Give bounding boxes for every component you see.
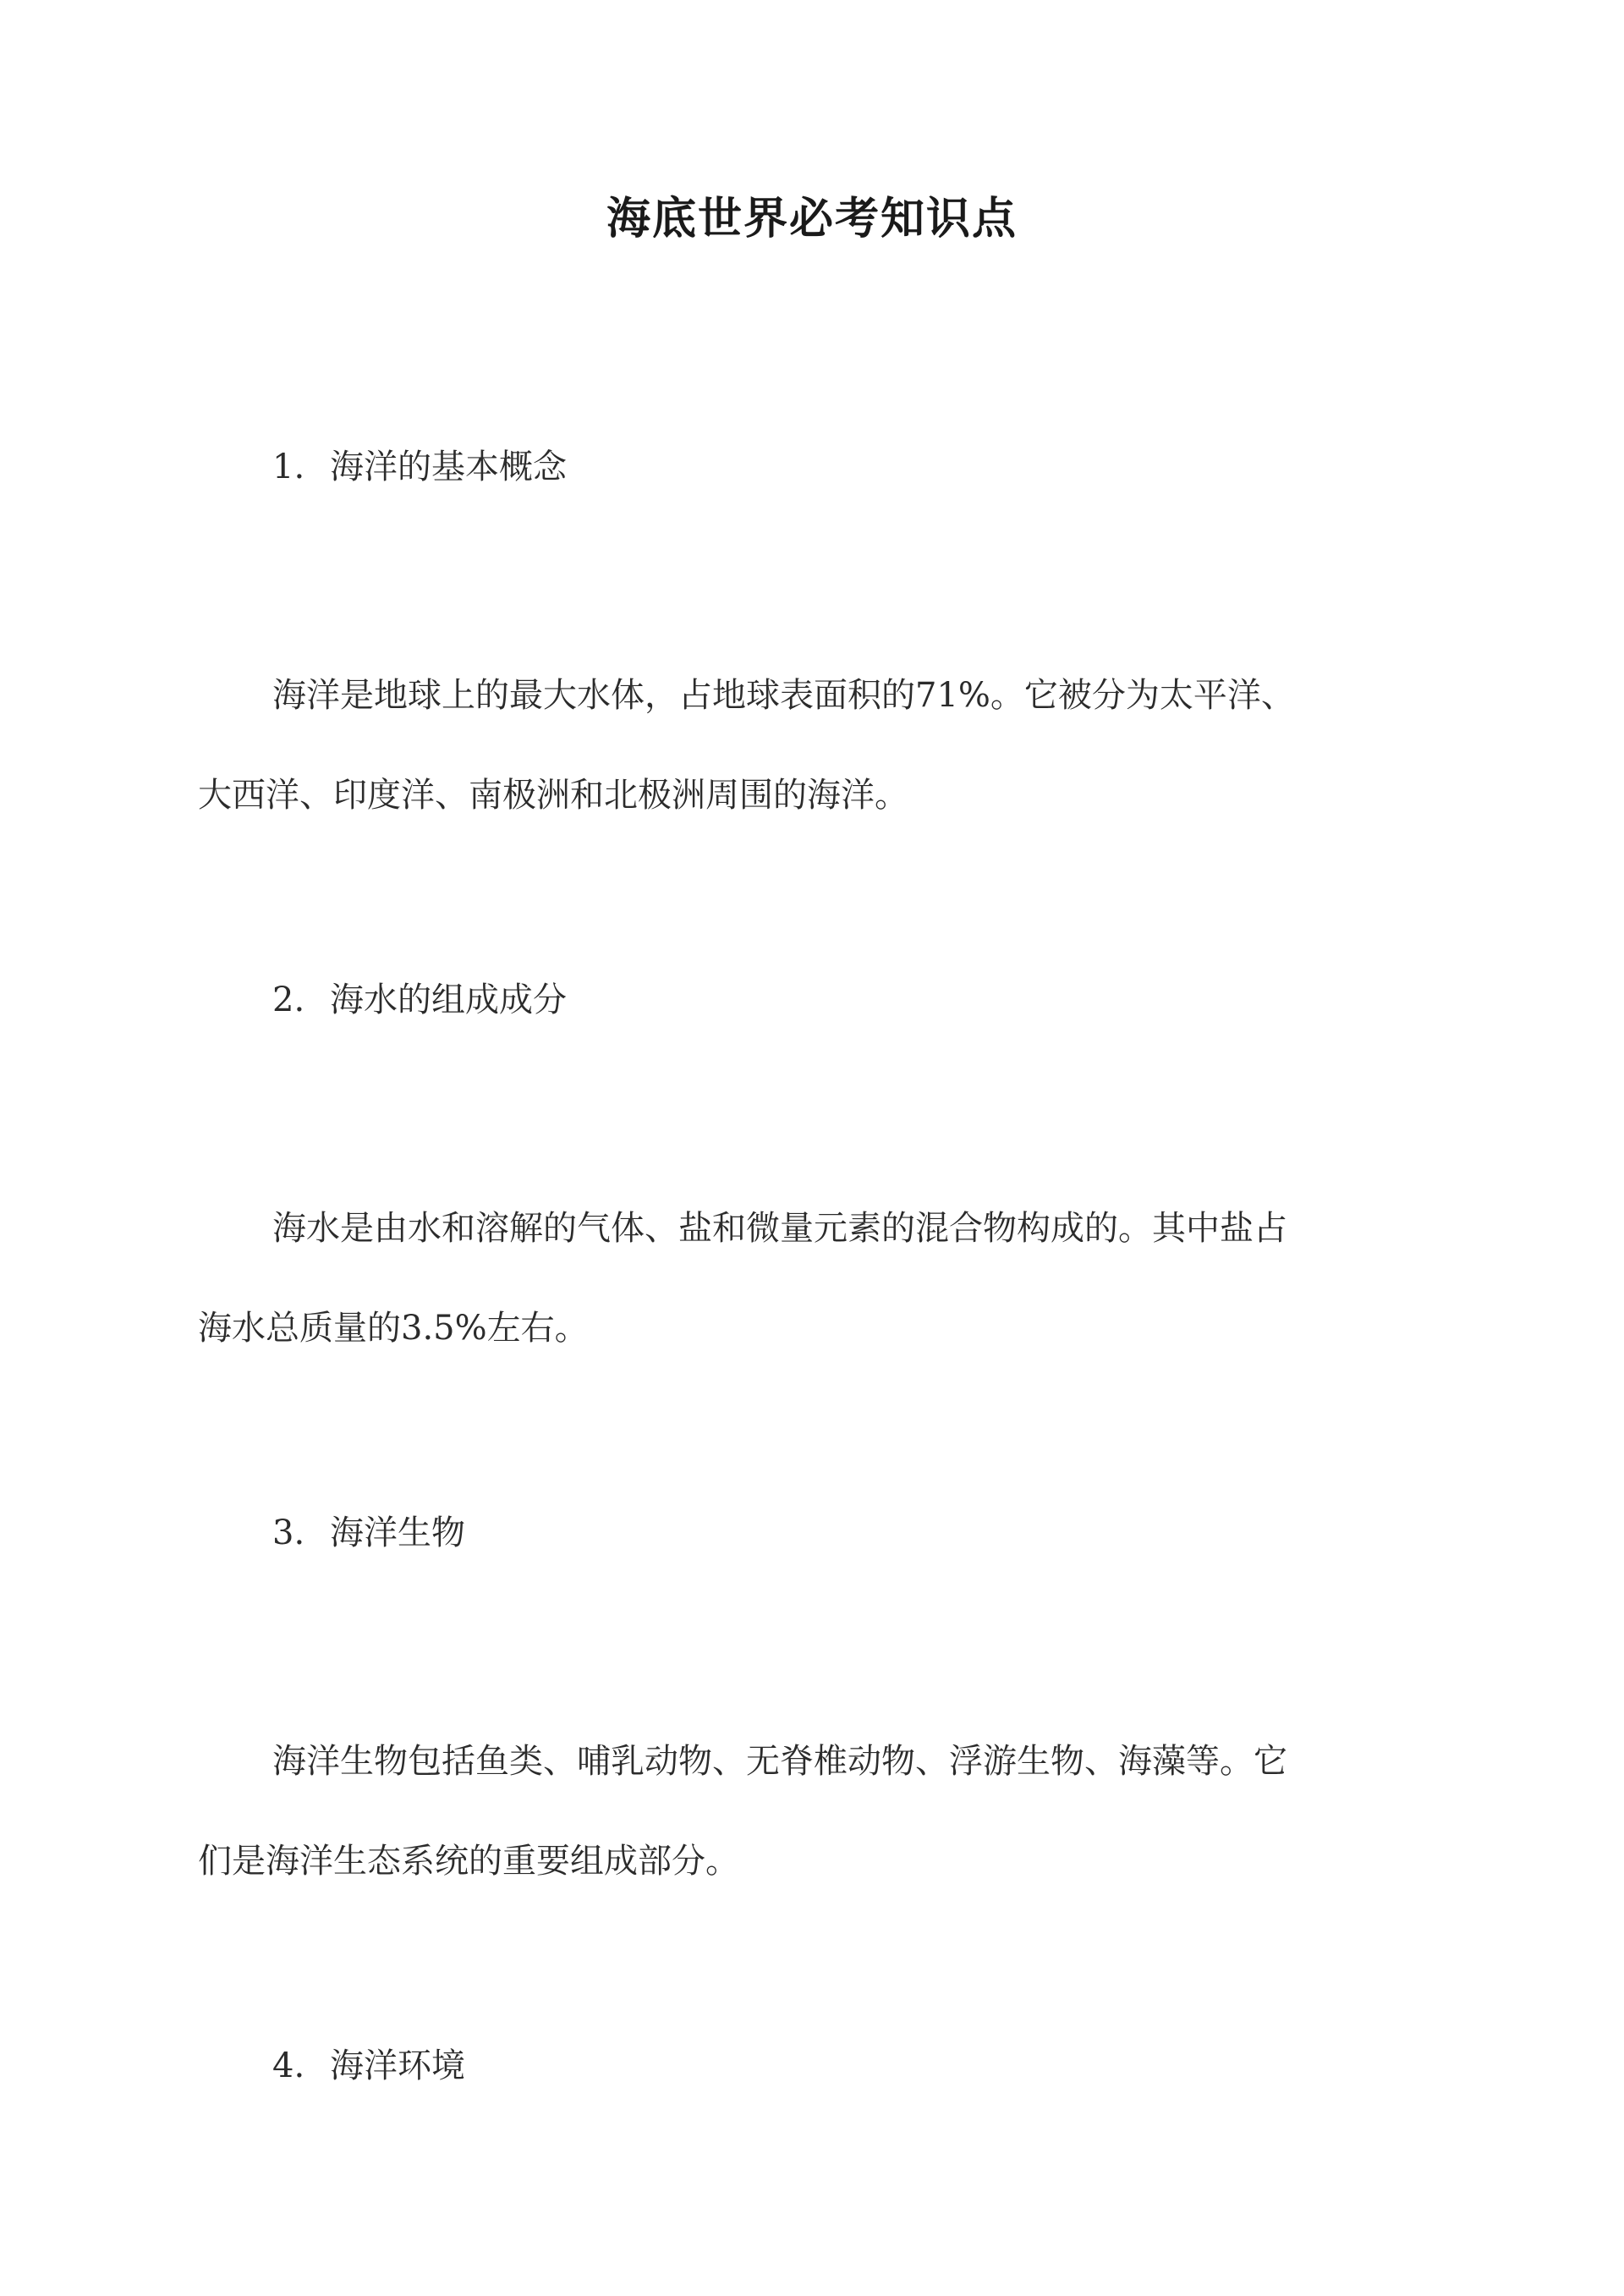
paragraph-line: 海洋生物包括鱼类、哺乳动物、无脊椎动物、浮游生物、海藻等。它 xyxy=(272,1742,1287,1781)
paragraph-line: 海洋是地球上的最大水体，占地球表面积的71%。它被分为太平洋、 xyxy=(272,676,1295,715)
section-heading-1 xyxy=(272,447,567,487)
section-title-4: 海洋环境 xyxy=(330,2046,465,2085)
section-heading-3 xyxy=(272,1513,465,1553)
paragraph-line: 们是海洋生态系统的重要组成部分。 xyxy=(198,1842,739,1881)
section-paragraph-2 xyxy=(198,1178,1433,1378)
section-title-1: 海洋的基本概念 xyxy=(330,448,567,486)
section-number-1: 1. xyxy=(272,448,305,486)
section-number-3: 3. xyxy=(272,1513,305,1552)
section-number-4: 4. xyxy=(272,2046,305,2085)
page-title: 海底世界必考知识点 xyxy=(606,193,1018,244)
section-heading-4 xyxy=(272,2046,465,2086)
paragraph-line: 海水是由水和溶解的气体、盐和微量元素的混合物构成的。其中盐占 xyxy=(272,1209,1287,1248)
section-paragraph-3 xyxy=(198,1711,1433,1911)
section-title-2: 海水的组成成分 xyxy=(330,980,567,1019)
paragraph-line: 大西洋、印度洋、南极洲和北极洲周围的海洋。 xyxy=(198,776,908,815)
section-number-2: 2. xyxy=(272,980,305,1019)
section-paragraph-1 xyxy=(198,645,1433,845)
paragraph-line: 海水总质量的3.5%左右。 xyxy=(198,1309,589,1348)
section-title-3: 海洋生物 xyxy=(330,1513,465,1552)
section-heading-2 xyxy=(272,980,567,1020)
